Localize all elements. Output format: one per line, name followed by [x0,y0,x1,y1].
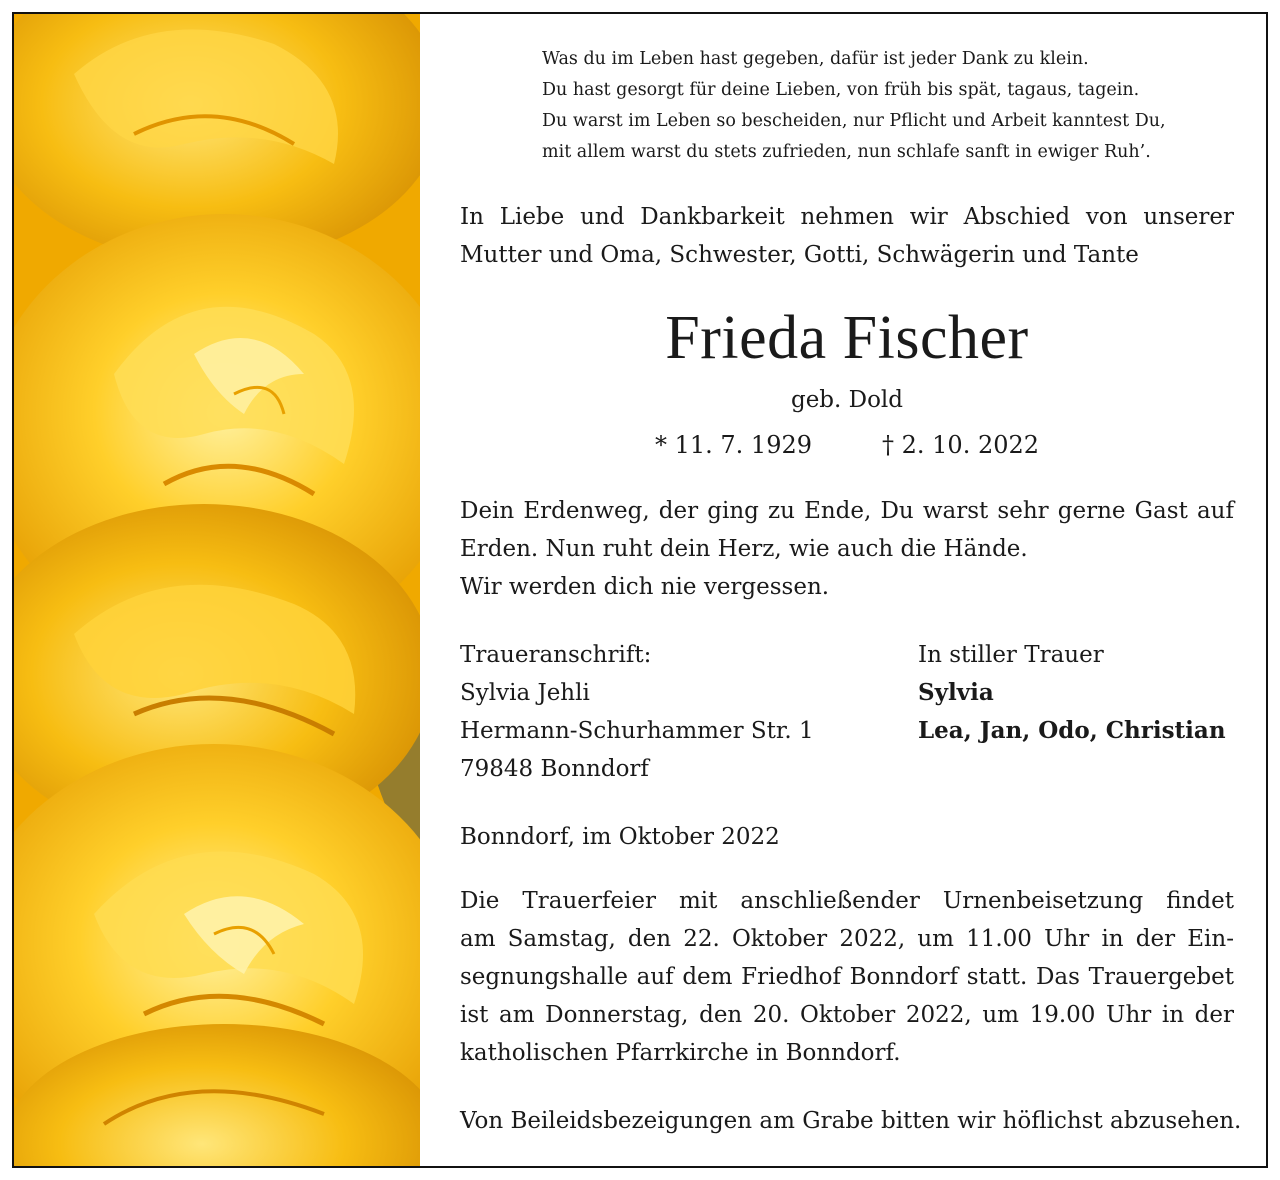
life-dates [460,428,1234,462]
address-line: Hermann-Schurhammer Str. 1 [460,718,814,744]
yellow-roses-photo [14,14,420,1166]
deceased-name: Frieda Fischer [665,304,1029,372]
service-line: ist am Donnerstag, den 20. Oktober 2022, um 19.00 Uhr in der [460,1002,1234,1028]
obituary-text [460,14,1242,1166]
address-heading: Traueranschrift: [460,642,652,668]
death-date: † 2. 10. 2022 [882,431,1040,459]
verse-line: Wir werden dich nie vergessen. [460,574,830,600]
verse-line: Dein Erdenweg, der ging zu Ende, Du warst sehr gerne Gast auf [460,498,1234,524]
birth-date: * 11. 7. 1929 [654,431,812,459]
closing-note: Von Beileidsbezeigungen am Grabe bitten wir höflichst abzusehen. [460,1108,1242,1134]
intro-line: Mutter und Oma, Schwester, Gotti, Schwägerin und Tante [460,242,1139,268]
poem-line: Du hast gesorgt für deine Lieben, von früh bis spät, tagaus, tagein. [542,80,1140,100]
birth-name: geb. Dold [790,387,904,413]
service-line: Die Trauerfeier mit anschließender Urnenbeisetzung findet [460,888,1234,914]
poem-line: mit allem warst du stets zufrieden, nun schlafe sanft in ewiger Ruh’. [542,142,1151,162]
mourning-address [460,636,880,788]
poem-line: Was du im Leben hast gegeben, dafür ist jeder Dank zu klein. [542,49,1089,69]
intro-line: In Liebe und Dankbarkeit nehmen wir Abschied von unserer [460,204,1234,230]
obituary-frame [12,12,1268,1168]
service-line: am Samstag, den 22. Oktober 2022, um 11.00 Uhr in der Ein- [460,926,1234,952]
verse-line: Erden. Nun ruht dein Herz, wie auch die Hände. [460,536,1028,562]
mourners-heading: In stiller Trauer [918,642,1104,668]
mourner-name: Sylvia [918,679,994,706]
place-date: Bonndorf, im Oktober 2022 [460,824,780,850]
address-line: Sylvia Jehli [460,680,590,706]
funeral-service-info [460,882,1234,1072]
poem [542,44,1232,168]
service-line: katholischen Pfarrkirche in Bonndorf. [460,1040,901,1066]
poem-line: Du warst im Leben so bescheiden, nur Pflicht und Arbeit kanntest Du, [542,111,1166,131]
mourner-names: Lea, Jan, Odo, Christian [918,717,1226,744]
roses-illustration [14,14,420,1166]
intro-text [460,198,1234,274]
address-line: 79848 Bonndorf [460,756,649,782]
farewell-verse [460,492,1234,606]
mourners [918,636,1238,750]
service-line: segnungshalle auf dem Friedhof Bonndorf statt. Das Trauergebet [460,964,1234,990]
